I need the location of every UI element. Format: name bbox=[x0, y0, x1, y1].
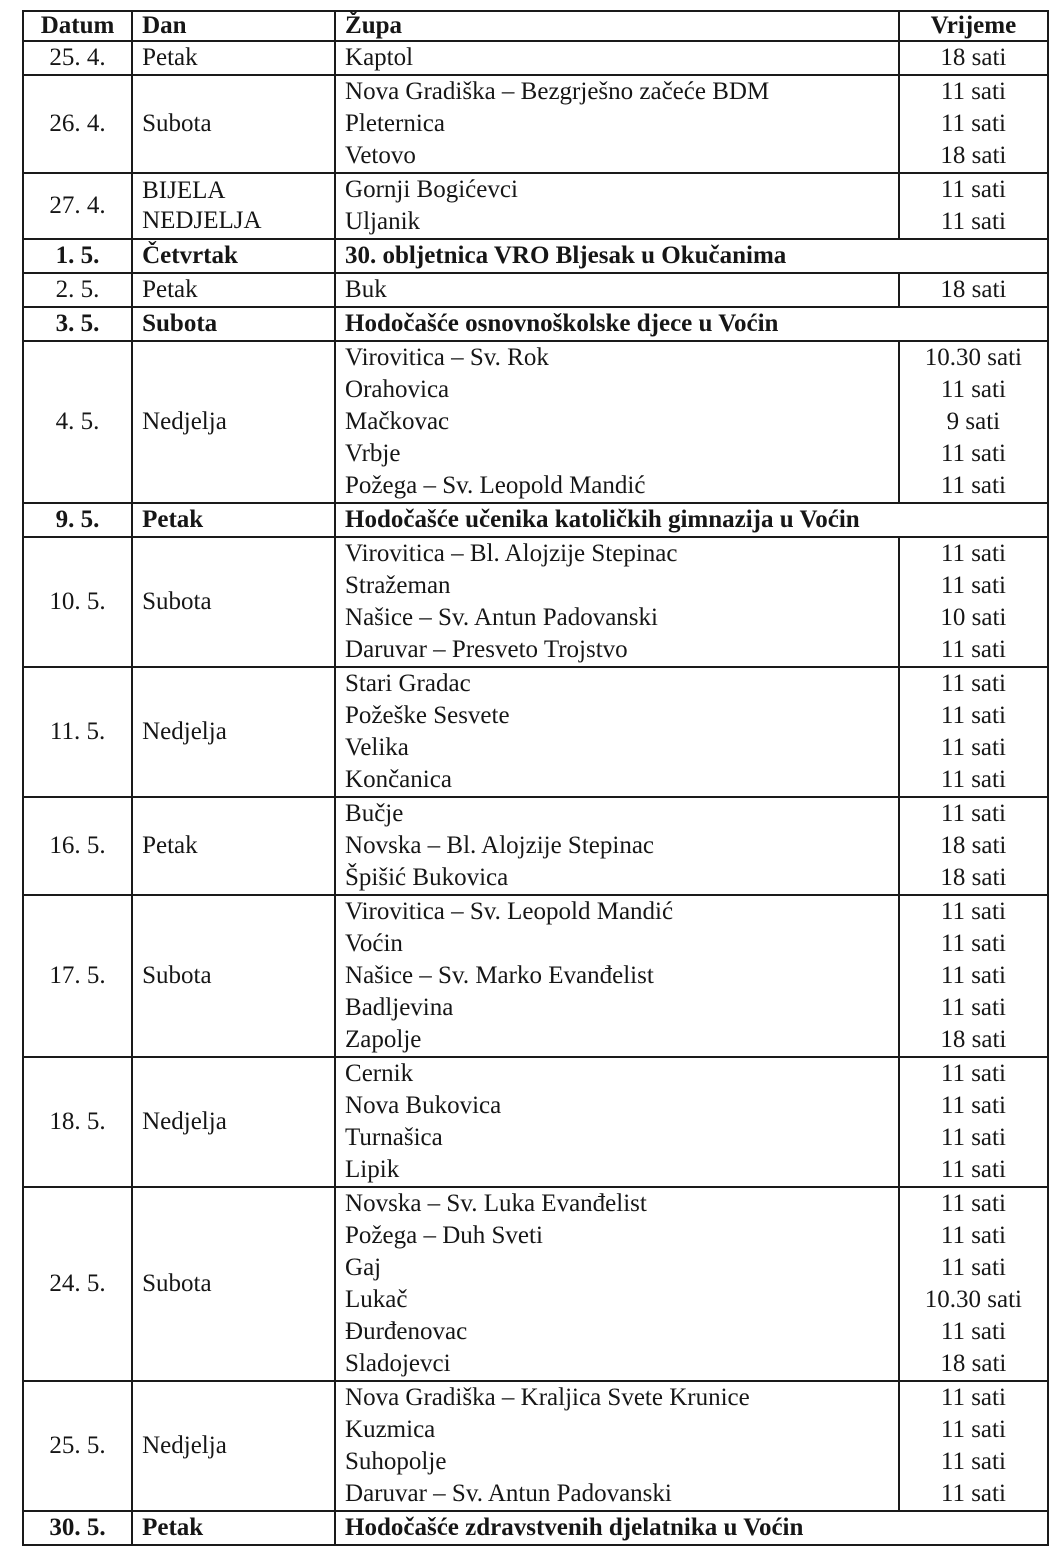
schedule-table bbox=[22, 10, 1049, 1546]
day-cell: Petak bbox=[132, 797, 335, 895]
day-cell: Subota bbox=[132, 1187, 335, 1381]
mass-time: 11 sati bbox=[940, 1156, 1006, 1183]
mass-time: 18 sati bbox=[940, 276, 1007, 303]
date-cell: 25. 5. bbox=[23, 1381, 132, 1511]
mass-time: 18 sati bbox=[940, 832, 1007, 859]
date-cell: 3. 5. bbox=[23, 307, 132, 341]
date-cell: 16. 5. bbox=[23, 797, 132, 895]
table-row bbox=[23, 41, 1048, 75]
parish-name: Uljanik bbox=[345, 208, 421, 235]
parish-name: Virovitica – Sv. Rok bbox=[345, 344, 549, 371]
mass-time: 11 sati bbox=[940, 1384, 1006, 1411]
date-cell: 30. 5. bbox=[23, 1511, 132, 1545]
mass-time: 11 sati bbox=[940, 1190, 1006, 1217]
parish-name: Voćin bbox=[345, 930, 403, 957]
mass-time: 11 sati bbox=[940, 1254, 1006, 1281]
time-cell bbox=[899, 341, 1048, 503]
time-cell bbox=[899, 273, 1048, 307]
mass-time: 18 sati bbox=[940, 142, 1007, 169]
table-row bbox=[23, 173, 1048, 239]
date-cell: 1. 5. bbox=[23, 239, 132, 273]
mass-time: 11 sati bbox=[940, 1448, 1006, 1475]
date-cell: 25. 4. bbox=[23, 41, 132, 75]
table-row bbox=[23, 667, 1048, 797]
date-cell: 26. 4. bbox=[23, 75, 132, 173]
schedule-body bbox=[23, 41, 1048, 1545]
parish-name: Stražeman bbox=[345, 572, 451, 599]
mass-time: 11 sati bbox=[940, 110, 1006, 137]
day-cell: Subota bbox=[132, 537, 335, 667]
parish-name: Požega – Duh Sveti bbox=[345, 1222, 543, 1249]
mass-time: 11 sati bbox=[940, 702, 1006, 729]
event-cell: Hodočašće zdravstvenih djelatnika u Voćin bbox=[335, 1511, 1048, 1545]
day-cell: Subota bbox=[132, 75, 335, 173]
parish-name: Gaj bbox=[345, 1254, 382, 1281]
table-row bbox=[23, 273, 1048, 307]
parish-name: Kuzmica bbox=[345, 1416, 436, 1443]
parish-name: Nova Gradiška – Kraljica Svete Krunice bbox=[345, 1384, 750, 1411]
parish-cell bbox=[335, 667, 899, 797]
mass-time: 11 sati bbox=[940, 636, 1006, 663]
parish-cell bbox=[335, 797, 899, 895]
date-cell: 17. 5. bbox=[23, 895, 132, 1057]
day-cell: BIJELA NEDJELJA bbox=[132, 173, 335, 239]
event-cell: Hodočašće učenika katoličkih gimnazija u Voćin bbox=[335, 503, 1048, 537]
parish-name: Našice – Sv. Antun Padovanski bbox=[345, 604, 658, 631]
table-row bbox=[23, 1187, 1048, 1381]
parish-name: Vrbje bbox=[345, 440, 401, 467]
day-cell: Petak bbox=[132, 273, 335, 307]
table-row bbox=[23, 75, 1048, 173]
date-cell: 9. 5. bbox=[23, 503, 132, 537]
mass-time: 11 sati bbox=[940, 1092, 1006, 1119]
parish-cell bbox=[335, 537, 899, 667]
table-row bbox=[23, 1381, 1048, 1511]
parish-name: Velika bbox=[345, 734, 409, 761]
parish-name: Špišić Bukovica bbox=[345, 864, 509, 891]
mass-time: 11 sati bbox=[940, 78, 1006, 105]
parish-name: Sladojevci bbox=[345, 1350, 451, 1377]
event-cell: 30. obljetnica VRO Bljesak u Okučanima bbox=[335, 239, 1048, 273]
parish-name: Novska – Bl. Alojzije Stepinac bbox=[345, 832, 655, 859]
date-cell: 11. 5. bbox=[23, 667, 132, 797]
day-cell: Subota bbox=[132, 895, 335, 1057]
mass-time: 18 sati bbox=[940, 44, 1007, 71]
mass-time: 11 sati bbox=[940, 176, 1006, 203]
time-cell bbox=[899, 75, 1048, 173]
parish-name: Lipik bbox=[345, 1156, 400, 1183]
parish-name: Virovitica – Bl. Alojzije Stepinac bbox=[345, 540, 678, 567]
mass-time: 11 sati bbox=[940, 898, 1006, 925]
mass-time: 11 sati bbox=[940, 208, 1006, 235]
parish-name: Lukač bbox=[345, 1286, 408, 1313]
table-row bbox=[23, 503, 1048, 537]
time-cell bbox=[899, 667, 1048, 797]
day-cell: Petak bbox=[132, 1511, 335, 1545]
time-cell bbox=[899, 1057, 1048, 1187]
table-row bbox=[23, 239, 1048, 273]
parish-cell bbox=[335, 173, 899, 239]
parish-name: Novska – Sv. Luka Evanđelist bbox=[345, 1190, 647, 1217]
day-cell: Nedjelja bbox=[132, 1381, 335, 1511]
parish-name: Mačkovac bbox=[345, 408, 450, 435]
parish-name: Končanica bbox=[345, 766, 452, 793]
parish-cell bbox=[335, 273, 899, 307]
time-cell bbox=[899, 1381, 1048, 1511]
date-cell: 4. 5. bbox=[23, 341, 132, 503]
mass-time: 18 sati bbox=[940, 1026, 1007, 1053]
mass-time: 11 sati bbox=[940, 1318, 1006, 1345]
mass-time: 11 sati bbox=[940, 472, 1006, 499]
day-cell: Nedjelja bbox=[132, 341, 335, 503]
parish-cell bbox=[335, 341, 899, 503]
mass-time: 18 sati bbox=[940, 1350, 1007, 1377]
table-row bbox=[23, 895, 1048, 1057]
time-cell bbox=[899, 1187, 1048, 1381]
mass-time: 11 sati bbox=[940, 1222, 1006, 1249]
header-time: Vrijeme bbox=[899, 11, 1048, 41]
mass-time: 11 sati bbox=[940, 1480, 1006, 1507]
parish-name: Zapolje bbox=[345, 1026, 422, 1053]
date-cell: 2. 5. bbox=[23, 273, 132, 307]
parish-cell bbox=[335, 1187, 899, 1381]
parish-name: Virovitica – Sv. Leopold Mandić bbox=[345, 898, 674, 925]
mass-time: 11 sati bbox=[940, 994, 1006, 1021]
table-row bbox=[23, 1057, 1048, 1187]
parish-cell bbox=[335, 41, 899, 75]
date-cell: 10. 5. bbox=[23, 537, 132, 667]
day-cell: Nedjelja bbox=[132, 667, 335, 797]
day-cell: Četvrtak bbox=[132, 239, 335, 273]
parish-name: Požega – Sv. Leopold Mandić bbox=[345, 472, 646, 499]
table-row bbox=[23, 341, 1048, 503]
parish-name: Cernik bbox=[345, 1060, 414, 1087]
mass-time: 11 sati bbox=[940, 734, 1006, 761]
time-cell bbox=[899, 41, 1048, 75]
parish-name: Nova Gradiška – Bezgrješno začeće BDM bbox=[345, 78, 770, 105]
event-cell: Hodočašće osnovnoškolske djece u Voćin bbox=[335, 307, 1048, 341]
header-day: Dan bbox=[132, 11, 335, 41]
mass-time: 11 sati bbox=[940, 540, 1006, 567]
mass-time: 18 sati bbox=[940, 864, 1007, 891]
date-cell: 24. 5. bbox=[23, 1187, 132, 1381]
time-cell bbox=[899, 537, 1048, 667]
parish-name: Stari Gradac bbox=[345, 670, 471, 697]
header-row bbox=[23, 11, 1048, 41]
day-cell: Petak bbox=[132, 503, 335, 537]
parish-name: Buk bbox=[345, 276, 387, 303]
parish-name: Badljevina bbox=[345, 994, 454, 1021]
parish-cell bbox=[335, 75, 899, 173]
mass-time: 11 sati bbox=[940, 962, 1006, 989]
parish-name: Kaptol bbox=[345, 44, 414, 71]
parish-name: Orahovica bbox=[345, 376, 450, 403]
date-cell: 27. 4. bbox=[23, 173, 132, 239]
mass-time: 11 sati bbox=[940, 800, 1006, 827]
header-parish: Župa bbox=[335, 11, 899, 41]
parish-name: Daruvar – Sv. Antun Padovanski bbox=[345, 1480, 672, 1507]
mass-time: 11 sati bbox=[940, 1124, 1006, 1151]
mass-time: 11 sati bbox=[940, 670, 1006, 697]
header-date: Datum bbox=[23, 11, 132, 41]
time-cell bbox=[899, 895, 1048, 1057]
parish-cell bbox=[335, 895, 899, 1057]
parish-cell bbox=[335, 1381, 899, 1511]
parish-cell bbox=[335, 1057, 899, 1187]
parish-name: Požeške Sesvete bbox=[345, 702, 510, 729]
parish-name: Gornji Bogićevci bbox=[345, 176, 518, 203]
mass-time: 11 sati bbox=[940, 376, 1006, 403]
table-row bbox=[23, 537, 1048, 667]
day-cell: Petak bbox=[132, 41, 335, 75]
time-cell bbox=[899, 173, 1048, 239]
mass-time: 11 sati bbox=[940, 1416, 1006, 1443]
day-cell: Subota bbox=[132, 307, 335, 341]
mass-time: 11 sati bbox=[940, 766, 1006, 793]
mass-time: 11 sati bbox=[940, 440, 1006, 467]
parish-name: Vetovo bbox=[345, 142, 416, 169]
table-row bbox=[23, 1511, 1048, 1545]
parish-name: Suhopolje bbox=[345, 1448, 447, 1475]
parish-name: Našice – Sv. Marko Evanđelist bbox=[345, 962, 654, 989]
parish-name: Turnašica bbox=[345, 1124, 443, 1151]
mass-time: 11 sati bbox=[940, 572, 1006, 599]
parish-name: Nova Bukovica bbox=[345, 1092, 502, 1119]
mass-time: 9 sati bbox=[946, 408, 1001, 435]
mass-time: 10.30 sati bbox=[924, 344, 1022, 371]
mass-time: 10 sati bbox=[940, 604, 1007, 631]
table-row bbox=[23, 307, 1048, 341]
parish-name: Pleternica bbox=[345, 110, 445, 137]
schedule-page bbox=[22, 10, 1049, 1546]
day-cell: Nedjelja bbox=[132, 1057, 335, 1187]
mass-time: 10.30 sati bbox=[924, 1286, 1022, 1313]
parish-name: Daruvar – Presveto Trojstvo bbox=[345, 636, 628, 663]
time-cell bbox=[899, 797, 1048, 895]
date-cell: 18. 5. bbox=[23, 1057, 132, 1187]
parish-name: Bučje bbox=[345, 800, 404, 827]
mass-time: 11 sati bbox=[940, 1060, 1006, 1087]
table-row bbox=[23, 797, 1048, 895]
parish-name: Đurđenovac bbox=[345, 1318, 468, 1345]
mass-time: 11 sati bbox=[940, 930, 1006, 957]
